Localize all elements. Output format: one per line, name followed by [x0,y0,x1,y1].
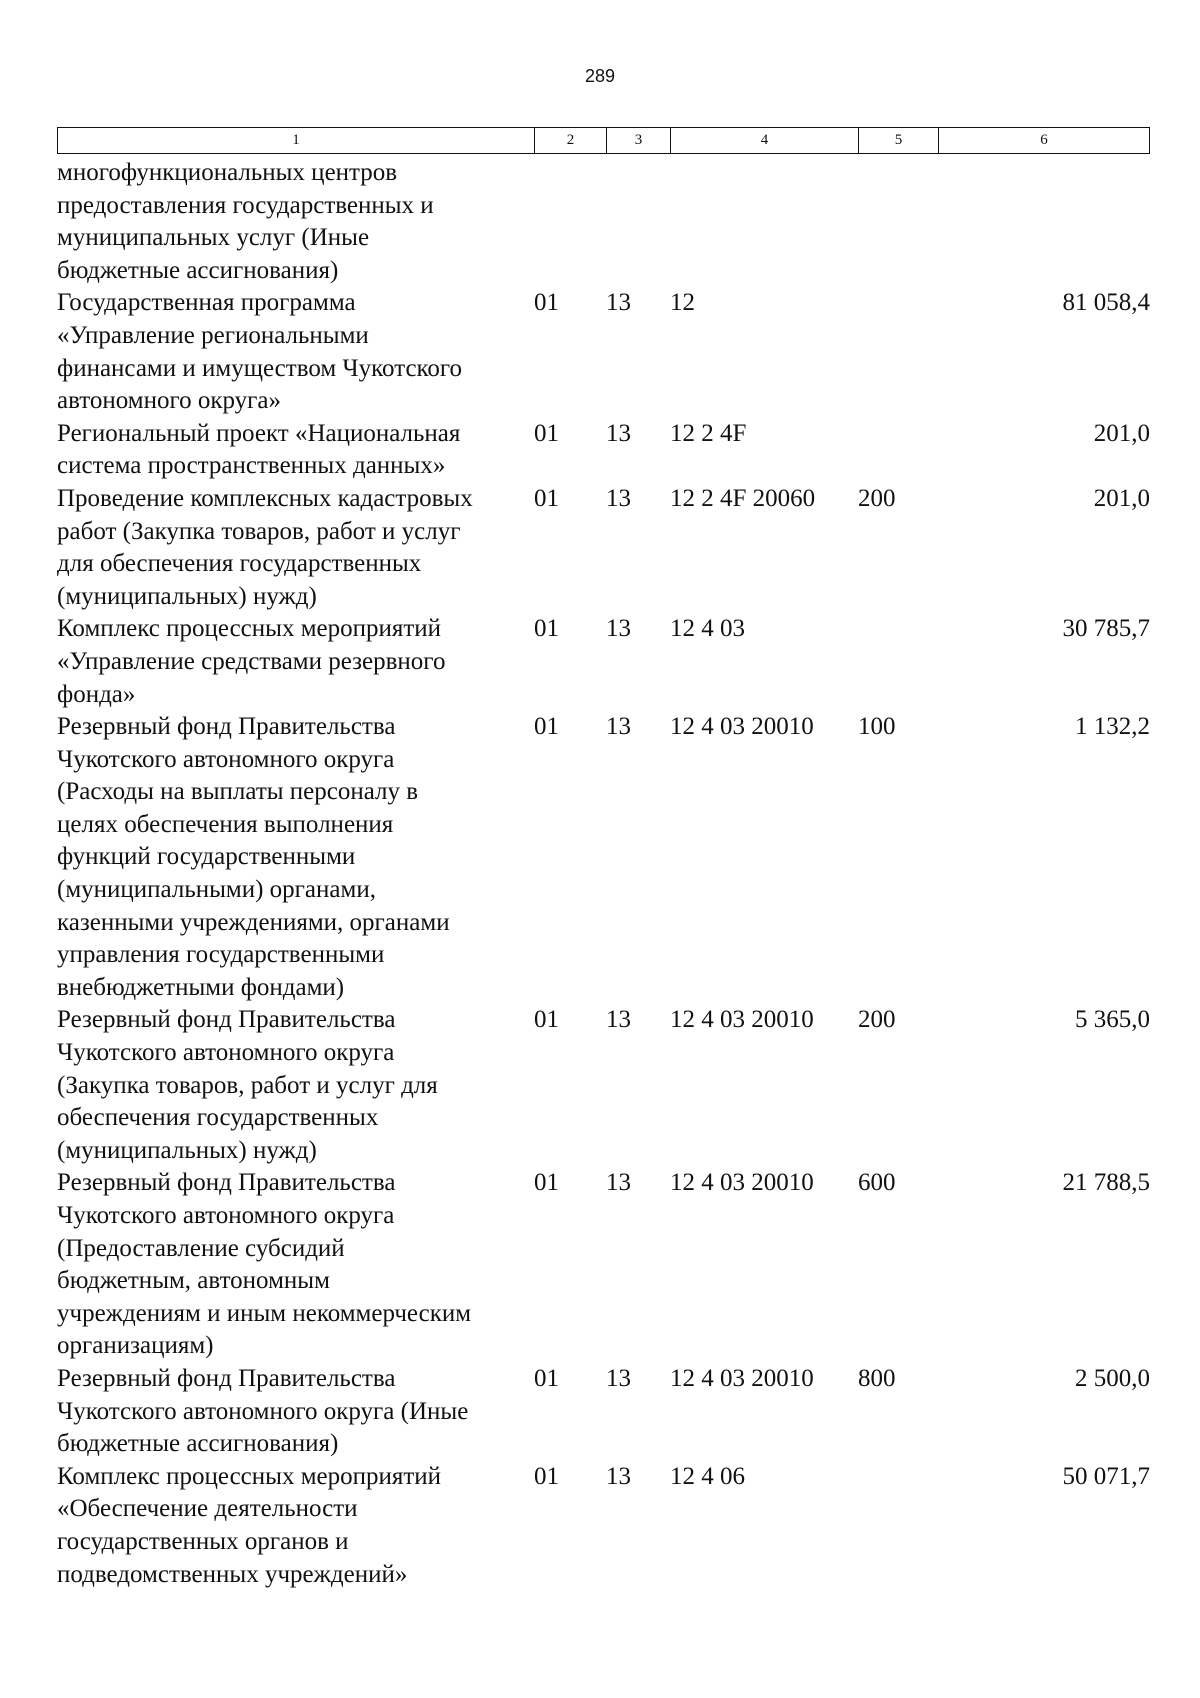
row-expense-type [858,157,938,287]
row-subsection: 13 [606,1006,631,1034]
row-target-code: 12 4 03 20010 [670,713,814,741]
row-name: Комплекс процессных мероприятий «Обеспечение деятельности государственных органов и подведомственных учреждений» [57,1462,442,1588]
row-subsection: 13 [606,615,631,643]
column-header-5: 5 [859,128,939,153]
row-expense-type: 200 [858,484,896,512]
table-header [57,127,1150,154]
column-header-4: 4 [671,128,859,153]
row-subsection: 13 [606,1462,631,1490]
table-row [57,1461,1150,1591]
row-section: 01 [534,1364,559,1392]
row-name: Государственная программа «Управление региональными финансами и имуществом Чукотского автономного округа» [57,289,463,415]
page-number: 289 [584,66,616,86]
row-section [534,157,606,287]
row-name: Проведение комплексных кадастровых работ (Закупка товаров, работ и услуг для обеспечения государственных (муниципальных) нужд) [57,484,473,610]
row-section: 01 [534,1462,559,1490]
row-name: Резервный фонд Правительства Чукотского автономного округа (Расходы на выплаты персоналу в целях обеспечения выполнения функций государственными (муниципальными) органами, казенными учреждениями, органами управления государственными внебюджетными фондами) [57,713,450,1001]
row-target-code: 12 4 03 20010 [670,1364,814,1392]
row-target-code: 12 [670,289,695,317]
row-expense-type: 600 [858,1169,896,1197]
row-sum: 50 071,7 [1062,1462,1150,1490]
table-body [57,157,1150,1591]
column-header-1: 1 [58,128,535,153]
row-subsection: 13 [606,713,631,741]
row-expense-type: 800 [858,1364,896,1392]
table-row [57,483,1150,613]
column-header-6: 6 [1040,132,1048,148]
table-row [57,711,1150,1004]
row-sum: 30 785,7 [1062,615,1150,643]
row-name: Резервный фонд Правительства Чукотского автономного округа (Закупка товаров, работ и услуг для обеспечения государственных (муниципальных) нужд) [57,1006,438,1164]
row-name: Региональный проект «Национальная система пространственных данных» [57,419,461,480]
row-target-code [670,157,858,287]
row-sum: 2 500,0 [1075,1364,1150,1392]
row-sum: 81 058,4 [1062,289,1150,317]
row-target-code: 12 4 03 [670,615,745,643]
column-header-2: 2 [535,128,607,153]
table-row [57,418,1150,483]
row-subsection: 13 [606,419,631,447]
table-row [57,613,1150,711]
row-target-code: 12 2 4F [670,419,747,447]
row-section: 01 [534,1169,559,1197]
row-subsection [606,157,670,287]
table-row [57,1004,1150,1167]
row-section: 01 [534,419,559,447]
row-section: 01 [534,484,559,512]
row-target-code: 12 4 06 [670,1462,745,1490]
row-expense-type [858,418,938,483]
row-expense-type: 200 [858,1006,896,1034]
row-expense-type [858,287,938,417]
row-name: многофункциональных центров предоставления государственных и муниципальных услуг (Иные бюджетные ассигнования) [57,159,434,284]
row-sum: 1 132,2 [1075,713,1150,741]
row-subsection: 13 [606,289,631,317]
row-expense-type: 100 [858,713,896,741]
row-name: Резервный фонд Правительства Чукотского автономного округа (Иные бюджетные ассигнования) [57,1364,469,1458]
row-name: Резервный фонд Правительства Чукотского автономного округа (Предоставление субсидий бюджетным, автономным учреждениям и иным некоммерческим организациям) [57,1169,472,1360]
row-name: Комплекс процессных мероприятий «Управление средствами резервного фонда» [57,615,446,708]
row-sum: 201,0 [1093,419,1150,447]
row-section: 01 [534,289,559,317]
row-expense-type [858,1461,938,1591]
row-sum: 5 365,0 [1075,1006,1150,1034]
table-row [57,157,1150,287]
row-subsection: 13 [606,1364,631,1392]
row-section: 01 [534,615,559,643]
row-section: 01 [534,1006,559,1034]
table-row [57,1167,1150,1363]
row-expense-type [858,613,938,711]
row-section: 01 [534,713,559,741]
column-header-3: 3 [607,128,671,153]
row-sum: 21 788,5 [1062,1169,1150,1197]
row-sum: 201,0 [1093,484,1150,512]
row-subsection: 13 [606,484,631,512]
table-row [57,287,1150,417]
row-target-code: 12 4 03 20010 [670,1006,814,1034]
table-row [57,1363,1150,1461]
row-target-code: 12 2 4F 20060 [670,484,816,512]
row-target-code: 12 4 03 20010 [670,1169,814,1197]
row-sum [938,157,1150,287]
row-subsection: 13 [606,1169,631,1197]
